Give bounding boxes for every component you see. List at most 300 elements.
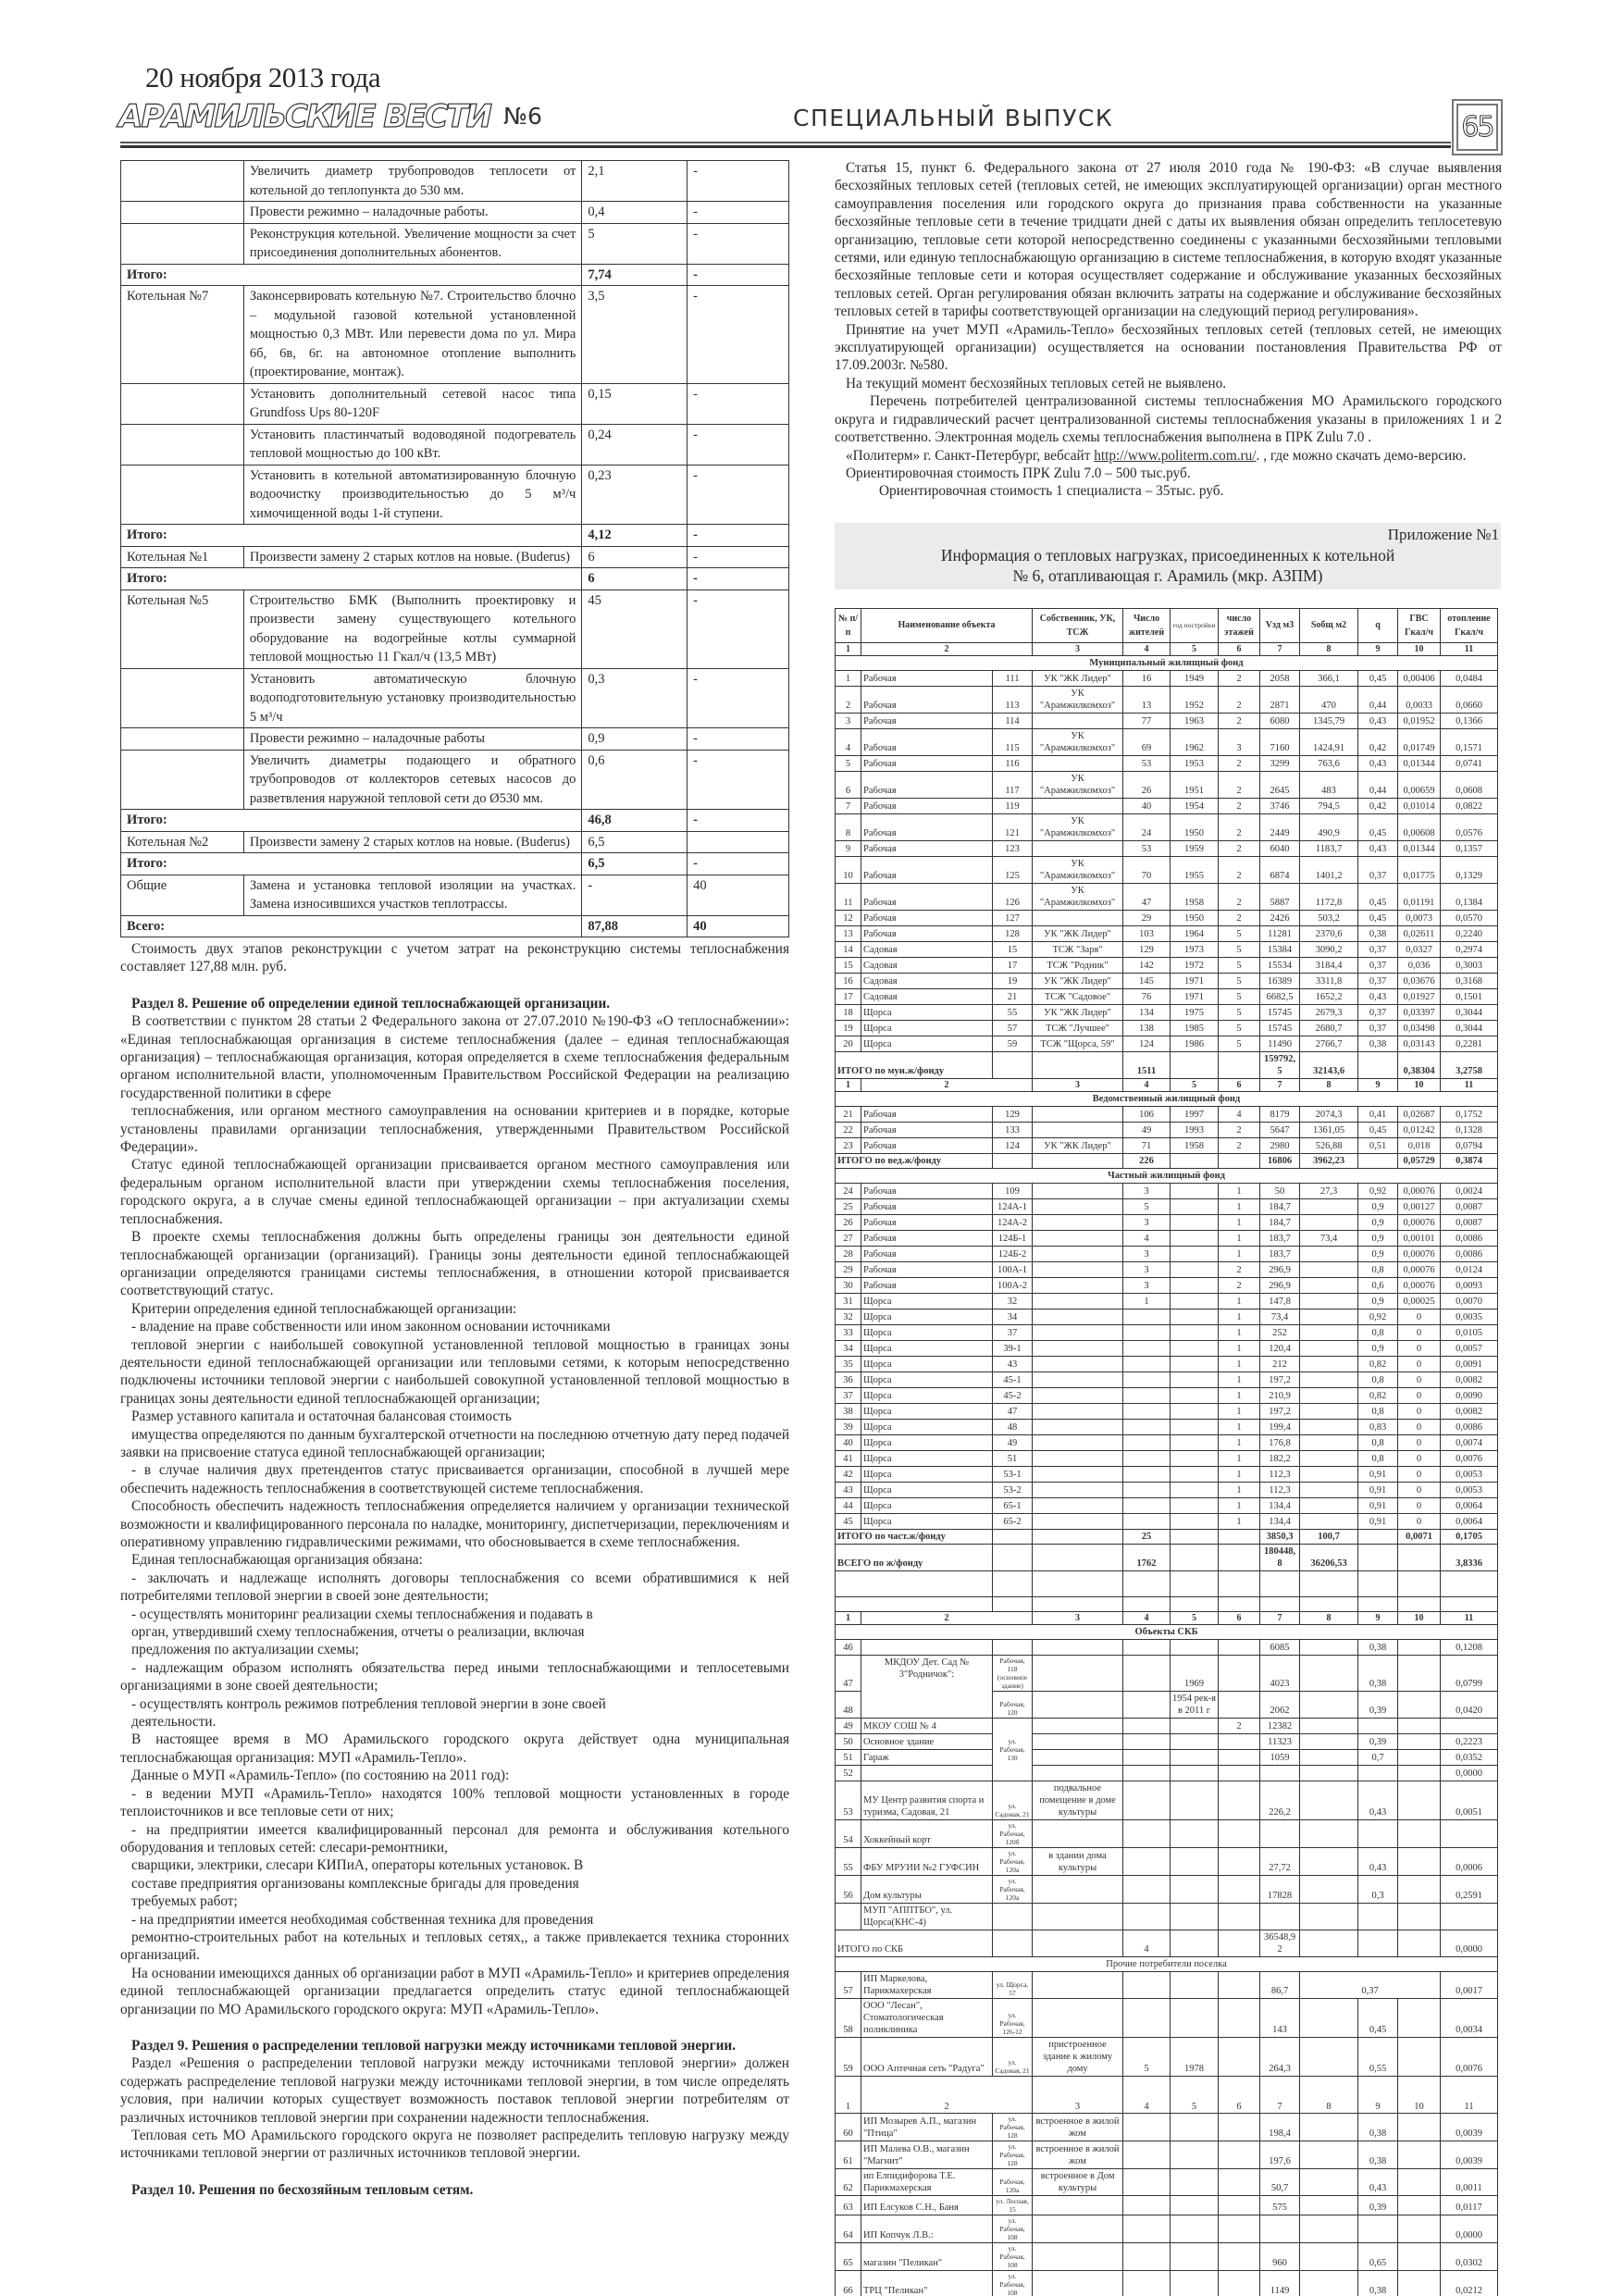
- action: Установить в котельной автоматизированную блочную водоочистку производительностью до 5 м³/ч химочищенной воды 1-й ступени.: [243, 465, 581, 525]
- q-coefficient: 0,83: [1358, 1419, 1398, 1434]
- owner: УК "Арамжилкомхоз": [1033, 771, 1123, 798]
- volume: 12382: [1260, 1718, 1300, 1733]
- hot-water-load: 0,02687: [1398, 1106, 1441, 1122]
- floors: 1: [1219, 1513, 1260, 1529]
- table-row: [836, 1781, 1498, 1819]
- row-number: 21: [836, 1106, 861, 1122]
- floors: 2: [1219, 1718, 1260, 1733]
- object-name: Садовая: [861, 973, 993, 988]
- volume: 2645: [1260, 771, 1300, 798]
- q-coefficient: 0,8: [1358, 1324, 1398, 1340]
- area: [1300, 1356, 1358, 1371]
- build-year: [1171, 1371, 1219, 1387]
- address: 39-1: [993, 1340, 1033, 1356]
- address: Рабочая, 120а: [993, 2168, 1033, 2195]
- volume: 199,4: [1260, 1419, 1300, 1434]
- row-number: 41: [836, 1450, 861, 1466]
- build-year: 1971: [1171, 988, 1219, 1004]
- floors: 2: [1219, 1137, 1260, 1153]
- table-row: [836, 2113, 1498, 2141]
- cost-stage-2: 40: [688, 875, 789, 915]
- object-name: Садовая: [861, 941, 993, 957]
- heating-load: 0,0070: [1441, 1293, 1498, 1309]
- paragraph: Статья 15, пункт 6. Федерального закона от 27 июля 2010 года № 190-ФЗ: «В случае выявления бесхозяйных тепловых сетей (тепловых сетей, не имеющих эксплуатирующей организации) орган местного самоуправления поселения или городского округа до признания права собственности на указанные бесхозяйные тепловые сети в течение тридцати дней с даты их выявления обязан определить теплосетевую организацию, тепловые сети которой непосредственно соединены с указанными бесхозяйными тепловыми сетями, или единую теплоснабжающую организацию в системе теплоснабжения, в которую входят указанные бесхозяйные тепловые сети и которая осуществляет содержание и обслуживание указанных бесхозяйных тепловых сетей. Орган регулирования обязан включить затраты на содержание и обслуживание бесхозяйных тепловых сетей в тарифы соответствующей организации на следующий период регулирования».: [835, 160, 1502, 320]
- table-row: [836, 1497, 1498, 1513]
- heating-load: 0,2974: [1441, 941, 1498, 957]
- owner: [1033, 1903, 1123, 1930]
- cost-stage-2: -: [688, 202, 789, 224]
- volume: 134,4: [1260, 1497, 1300, 1513]
- action: Увеличить диаметр трубопроводов теплосети от котельной до теплопункта до 530 мм.: [243, 161, 581, 202]
- address: 59: [993, 1036, 1033, 1051]
- address: 37: [993, 1324, 1033, 1340]
- volume: 5887: [1260, 883, 1300, 910]
- hot-water-load: 0,03397: [1398, 1004, 1441, 1020]
- hot-water-load: 0: [1398, 1387, 1441, 1403]
- residents: [1123, 1387, 1171, 1403]
- address: 116: [993, 755, 1033, 771]
- hot-water-load: 0,018: [1398, 1137, 1441, 1153]
- build-year: [1171, 1971, 1219, 1998]
- total-value: [1033, 1544, 1123, 1570]
- owner: подвальное помещение в доме культуры: [1033, 1781, 1123, 1819]
- q-coefficient: 0,39: [1358, 1691, 1398, 1718]
- owner: встроенное в жилой жом: [1033, 2113, 1123, 2141]
- column-header: Наименование объекта: [861, 608, 1033, 642]
- table-row: [836, 1998, 1498, 2037]
- heating-load: 0,0608: [1441, 771, 1498, 798]
- hot-water-load: [1398, 1903, 1441, 1930]
- appendix-title: № 6, отапливающая г. Арамиль (мкр. АЗПМ): [1012, 565, 1323, 585]
- volume: 7160: [1260, 728, 1300, 755]
- residents: 3: [1123, 1214, 1171, 1230]
- total-value: [1398, 1544, 1441, 1570]
- address: [993, 1903, 1033, 1930]
- area: [1300, 2270, 1358, 2296]
- row-number: 22: [836, 1122, 861, 1137]
- cost-stage-2: -: [688, 728, 789, 751]
- residents: 5: [1123, 1198, 1171, 1214]
- hot-water-load: [1398, 2195, 1441, 2215]
- empty-cell: [1260, 1596, 1300, 1611]
- total-value: [1219, 1051, 1260, 1078]
- heating-load: 0,3044: [1441, 1020, 1498, 1036]
- residents: [1123, 1639, 1171, 1655]
- column-number: 6: [1219, 642, 1260, 655]
- floors: 2: [1219, 1261, 1260, 1277]
- build-year: 1955: [1171, 856, 1219, 883]
- object-name: ООО "Лесан", Стоматологическая поликлиника: [861, 1998, 993, 2037]
- floors: 2: [1219, 755, 1260, 771]
- action: Произвести замену 2 старых котлов на новые. (Buderus): [243, 831, 581, 853]
- cost-stage-2: -: [688, 546, 789, 568]
- header-rule: [120, 145, 1451, 148]
- build-year: 1993: [1171, 1122, 1219, 1137]
- column-header: отопление Гкал/ч: [1441, 608, 1498, 642]
- floors: 1: [1219, 1183, 1260, 1198]
- volume: 15384: [1260, 941, 1300, 957]
- owner: [1033, 1513, 1123, 1529]
- floors: [1219, 1971, 1260, 1998]
- residents: [1123, 2242, 1171, 2270]
- q-coefficient: 0,3: [1358, 1875, 1398, 1903]
- cost-stage-1: 2,1: [582, 161, 688, 202]
- build-year: [1171, 1765, 1219, 1781]
- floors: 4: [1219, 1106, 1260, 1122]
- volume: 11281: [1260, 925, 1300, 941]
- hot-water-load: 0,00127: [1398, 1198, 1441, 1214]
- heating-load: 0,0794: [1441, 1137, 1498, 1153]
- address: 65-1: [993, 1497, 1033, 1513]
- column-number: 6: [1219, 2076, 1260, 2113]
- owner: [1033, 1733, 1123, 1749]
- volume: 183,7: [1260, 1246, 1300, 1261]
- floors: 1: [1219, 1324, 1260, 1340]
- object-name: Щорса: [861, 1340, 993, 1356]
- column-header: ГВС Гкал/ч: [1398, 608, 1441, 642]
- owner: [1033, 1639, 1123, 1655]
- cost-stage-1: -: [582, 875, 688, 915]
- hot-water-load: 0,00608: [1398, 813, 1441, 840]
- table-row: [836, 1004, 1498, 1020]
- floors: 5: [1219, 1004, 1260, 1020]
- owner: [1033, 2242, 1123, 2270]
- column-number: 1: [836, 2076, 861, 2113]
- row-number: 10: [836, 856, 861, 883]
- build-year: 1969: [1171, 1655, 1219, 1691]
- floors: 5: [1219, 941, 1260, 957]
- column-number: 3: [1033, 642, 1123, 655]
- paragraph: предложения по актуализации схемы;: [131, 1642, 359, 1658]
- boiler-name: Котельная №2: [121, 831, 244, 853]
- boiler-name: Общие: [121, 875, 244, 915]
- hot-water-load: [1398, 2242, 1441, 2270]
- section-title: Ведомственный жилищный фонд: [836, 1091, 1498, 1106]
- address: 133: [993, 1122, 1033, 1137]
- build-year: [1171, 1718, 1219, 1733]
- address: ул. Рабочая, 108: [993, 2215, 1033, 2242]
- total-row: [836, 1051, 1498, 1078]
- residents: 40: [1123, 798, 1171, 813]
- hot-water-load: 0,00076: [1398, 1277, 1441, 1293]
- total-value: [1358, 1544, 1398, 1570]
- hot-water-load: [1398, 1875, 1441, 1903]
- cost-stage-1: 0,23: [582, 465, 688, 525]
- table-row: [836, 1639, 1498, 1655]
- table-row: [121, 750, 789, 810]
- total-value: [1219, 1153, 1260, 1168]
- cost-stage-1: 6,5: [582, 831, 688, 853]
- row-number: 39: [836, 1419, 861, 1434]
- area: [1300, 1198, 1358, 1214]
- owner: УК "ЖК Лидер": [1033, 670, 1123, 686]
- build-year: [1171, 1309, 1219, 1324]
- heating-load: 0,0082: [1441, 1371, 1498, 1387]
- volume: 4023: [1260, 1655, 1300, 1691]
- owner: [1033, 1971, 1123, 1998]
- address: 55: [993, 1004, 1033, 1020]
- paragraph: - в случае наличия двух претендентов статус присваивается организации, способной в лучшей мере обеспечить надежность теплоснабжения в соответствующей системе теплоснабжения.: [120, 1462, 789, 1496]
- total-row: [836, 1529, 1498, 1544]
- section-title: Объекты СКБ: [836, 1624, 1498, 1639]
- floors: [1219, 1639, 1260, 1655]
- appendix-label: Приложение №1: [1387, 525, 1499, 543]
- address: 65-2: [993, 1513, 1033, 1529]
- residents: 77: [1123, 713, 1171, 728]
- heating-load: 0,0024: [1441, 1183, 1498, 1198]
- row-number: 59: [836, 2037, 861, 2076]
- heating-load: 0,1208: [1441, 1639, 1498, 1655]
- object-name: ИП Елсуков С.Н., Баня: [861, 2195, 993, 2215]
- object-name: МУП "АППТБО", ул. Щорса(КНС-4): [861, 1903, 993, 1930]
- table-row: [121, 728, 789, 751]
- object-name: ип Елпидифорова Т.Е. Парикмахерская: [861, 2168, 993, 2195]
- hot-water-load: 0: [1398, 1356, 1441, 1371]
- area: [1300, 1214, 1358, 1230]
- total-label: Итого:: [121, 810, 582, 832]
- empty-cell: [1441, 1570, 1498, 1596]
- object-name: Рабочая: [861, 1277, 993, 1293]
- address: ул. Рабочая, 126-12: [993, 1998, 1033, 2037]
- table-row: [836, 1765, 1498, 1781]
- q-coefficient: [1358, 1718, 1398, 1733]
- hot-water-load: 0,00659: [1398, 771, 1441, 798]
- area: [1300, 1639, 1358, 1655]
- empty-cell: [836, 1596, 993, 1611]
- address: 49: [993, 1434, 1033, 1450]
- q-coefficient: 0,45: [1358, 1122, 1398, 1137]
- floors: 2: [1219, 670, 1260, 686]
- heating-load: 0,1571: [1441, 728, 1498, 755]
- floors: 2: [1219, 856, 1260, 883]
- floors: 1: [1219, 1230, 1260, 1246]
- object-name: Щорса: [861, 1513, 993, 1529]
- q-coefficient: 0,9: [1358, 1214, 1398, 1230]
- heating-load: 0,0017: [1441, 1971, 1498, 1998]
- address: 111: [993, 670, 1033, 686]
- volume: 960: [1260, 2242, 1300, 2270]
- heating-load: 0,1752: [1441, 1106, 1498, 1122]
- address: 121: [993, 813, 1033, 840]
- heating-load: 0,0799: [1441, 1655, 1498, 1691]
- floors: [1219, 2037, 1260, 2076]
- residents: 4: [1123, 1230, 1171, 1246]
- residents: [1123, 1749, 1171, 1765]
- owner: [1033, 1765, 1123, 1781]
- owner: ТСЖ "Садовое": [1033, 988, 1123, 1004]
- heating-load: 0,0124: [1441, 1261, 1498, 1277]
- volume: 17828: [1260, 1875, 1300, 1903]
- floors: 1: [1219, 1497, 1260, 1513]
- total-value: [1171, 1051, 1219, 1078]
- floors: 1: [1219, 1214, 1260, 1230]
- volume: [1260, 1903, 1300, 1930]
- cost-stage-1: 6,5: [582, 853, 688, 875]
- cost-stage-2: -: [688, 223, 789, 264]
- table-row: [836, 686, 1498, 713]
- hot-water-load: [1398, 1819, 1441, 1847]
- column-header: Собственник, УК, ТСЖ: [1033, 608, 1123, 642]
- row-number: 35: [836, 1356, 861, 1371]
- total-value: [1033, 1529, 1123, 1544]
- table-row: [121, 875, 789, 915]
- hot-water-load: 0: [1398, 1466, 1441, 1482]
- floors: 5: [1219, 973, 1260, 988]
- object-name: Рабочая: [861, 728, 993, 755]
- build-year: [1171, 1261, 1219, 1277]
- column-header: Sобщ м2: [1300, 608, 1358, 642]
- object-name: [861, 1765, 993, 1781]
- table-row: [121, 525, 789, 547]
- q-coefficient: 0,43: [1358, 1847, 1398, 1875]
- hot-water-load: 0,0327: [1398, 941, 1441, 957]
- q-coefficient: 0,38: [1358, 2270, 1398, 2296]
- build-year: [1171, 1183, 1219, 1198]
- politerm-link[interactable]: http://www.politerm.com.ru/: [1094, 447, 1257, 464]
- paragraph: Раздел «Решения о распределении тепловой нагрузки между источниками тепловой энергии» должен содержать распределение тепловой нагрузки между источниками тепловой энергии, в том числе определять условия, при наличии которых существует возможность поставок тепловой энергии потребителям от различных источников тепловой энергии при сохранении надежности теплоснабжения.: [120, 2055, 789, 2126]
- residents: 71: [1123, 1137, 1171, 1153]
- residents: 24: [1123, 813, 1171, 840]
- blank-row: [836, 1596, 1498, 1611]
- residents: [1123, 2141, 1171, 2168]
- owner: [1033, 798, 1123, 813]
- heating-load: 0,0086: [1441, 1246, 1498, 1261]
- paragraph: требуемых работ;: [131, 1893, 238, 1910]
- hot-water-load: 0,00406: [1398, 670, 1441, 686]
- floors: 1: [1219, 1387, 1260, 1403]
- hot-water-load: 0: [1398, 1340, 1441, 1356]
- hot-water-load: 0,01191: [1398, 883, 1441, 910]
- table-row: [836, 771, 1498, 798]
- paragraph: Принятие на учет МУП «Арамиль-Тепло» бесхозяйных тепловых сетей (тепловых сетей, не имеющих эксплуатирующей организации) осуществляется на основании постановления Правительства РФ от 17.09.2003г. №580.: [835, 321, 1502, 374]
- residents: 5: [1123, 2037, 1171, 2076]
- hot-water-load: [1398, 1639, 1441, 1655]
- owner: [1033, 1718, 1123, 1733]
- empty-cell: [993, 1596, 1033, 1611]
- residents: [1123, 1765, 1171, 1781]
- volume: 2058: [1260, 670, 1300, 686]
- hot-water-load: 0,00076: [1398, 1214, 1441, 1230]
- section-row: [836, 1624, 1498, 1639]
- heating-load: 0,0000: [1441, 1765, 1498, 1781]
- q-coefficient: 0,9: [1358, 1246, 1398, 1261]
- volume: 2980: [1260, 1137, 1300, 1153]
- q-coefficient: 0,42: [1358, 728, 1398, 755]
- hot-water-load: 0,02611: [1398, 925, 1441, 941]
- volume: 252: [1260, 1324, 1300, 1340]
- object-name: [861, 1639, 993, 1655]
- empty-cell: [1171, 1596, 1219, 1611]
- area: 3090,2: [1300, 941, 1358, 957]
- hot-water-load: 0: [1398, 1497, 1441, 1513]
- column-number: 7: [1260, 1078, 1300, 1091]
- address: 126: [993, 883, 1033, 910]
- address: 124А-2: [993, 1214, 1033, 1230]
- object-name: Рабочая: [861, 1230, 993, 1246]
- row-number: 55: [836, 1847, 861, 1875]
- column-header: год постройки: [1171, 608, 1219, 642]
- volume: 11323: [1260, 1733, 1300, 1749]
- cost-stage-2: [688, 831, 789, 853]
- floors: 5: [1219, 925, 1260, 941]
- address: 19: [993, 973, 1033, 988]
- hot-water-load: [1398, 1691, 1441, 1718]
- floors: 1: [1219, 1293, 1260, 1309]
- q-coefficient: 0,37: [1358, 973, 1398, 988]
- volume: 73,4: [1260, 1309, 1300, 1324]
- total-value: 36206,53: [1300, 1544, 1358, 1570]
- q-coefficient: 0,45: [1358, 670, 1398, 686]
- owner: [1033, 1419, 1123, 1434]
- q-coefficient: 0,38: [1358, 1639, 1398, 1655]
- volume: 210,9: [1260, 1387, 1300, 1403]
- object-name: ТРЦ "Пеликан": [861, 2270, 993, 2296]
- owner: [1033, 1450, 1123, 1466]
- paragraph: [835, 447, 1502, 465]
- cost-stage-1: 6: [582, 546, 688, 568]
- column-number: 11: [1441, 1078, 1498, 1091]
- heating-load: 0,1328: [1441, 1122, 1498, 1137]
- build-year: [1171, 1419, 1219, 1434]
- volume: 15745: [1260, 1004, 1300, 1020]
- q-coefficient: 0,38: [1358, 2113, 1398, 2141]
- total-value: 36548,92: [1260, 1930, 1300, 1956]
- heating-load: 0,0420: [1441, 1691, 1498, 1718]
- volume: 112,3: [1260, 1466, 1300, 1482]
- row-number: 57: [836, 1971, 861, 1998]
- empty-cell: [1398, 1596, 1441, 1611]
- owner: [1033, 1749, 1123, 1765]
- q-coefficient: 0,43: [1358, 1781, 1398, 1819]
- cost-stage-2: -: [688, 424, 789, 465]
- owner: [1033, 1691, 1123, 1718]
- volume: 86,7: [1260, 1971, 1300, 1998]
- floors: 2: [1219, 798, 1260, 813]
- volume: 183,7: [1260, 1230, 1300, 1246]
- row-number: 18: [836, 1004, 861, 1020]
- build-year: 1951: [1171, 771, 1219, 798]
- heating-load: [1441, 1718, 1498, 1733]
- table-row: [836, 1733, 1498, 1749]
- cost-stage-2: -: [688, 525, 789, 547]
- area: [1300, 2215, 1358, 2242]
- floors: 2: [1219, 1277, 1260, 1293]
- empty-cell: [1260, 1570, 1300, 1596]
- address: 51: [993, 1450, 1033, 1466]
- cost-stage-2: -: [688, 286, 789, 384]
- object-name: ФБУ МРУИИ №2 ГУФСИН: [861, 1847, 993, 1875]
- table-row: [836, 2037, 1498, 2076]
- volume: 176,8: [1260, 1434, 1300, 1450]
- floors: 5: [1219, 1036, 1260, 1051]
- hot-water-load: [1398, 2168, 1441, 2195]
- address: ул. Садовая, 21: [993, 2037, 1033, 2076]
- q-coefficient: 0,8: [1358, 1434, 1398, 1450]
- total-value: [993, 1529, 1033, 1544]
- masthead: [118, 98, 542, 135]
- area: [1300, 1246, 1358, 1261]
- row-number: 37: [836, 1387, 861, 1403]
- residents: [1123, 1340, 1171, 1356]
- build-year: [1171, 1903, 1219, 1930]
- owner: [1033, 1371, 1123, 1387]
- table-row: [121, 810, 789, 832]
- address: 48: [993, 1419, 1033, 1434]
- row-number: 6: [836, 771, 861, 798]
- action: Законсервировать котельную №7. Строительство блочно – модульной газовой котельной установленной мощностью 0,3 МВт. Или перевести дома по ул. Мира 6б, 6в, 6г. на автономное отопление выполнить (проектирование, монтаж).: [243, 286, 581, 384]
- heating-load: 0,0105: [1441, 1324, 1498, 1340]
- object-name: Щорса: [861, 1004, 993, 1020]
